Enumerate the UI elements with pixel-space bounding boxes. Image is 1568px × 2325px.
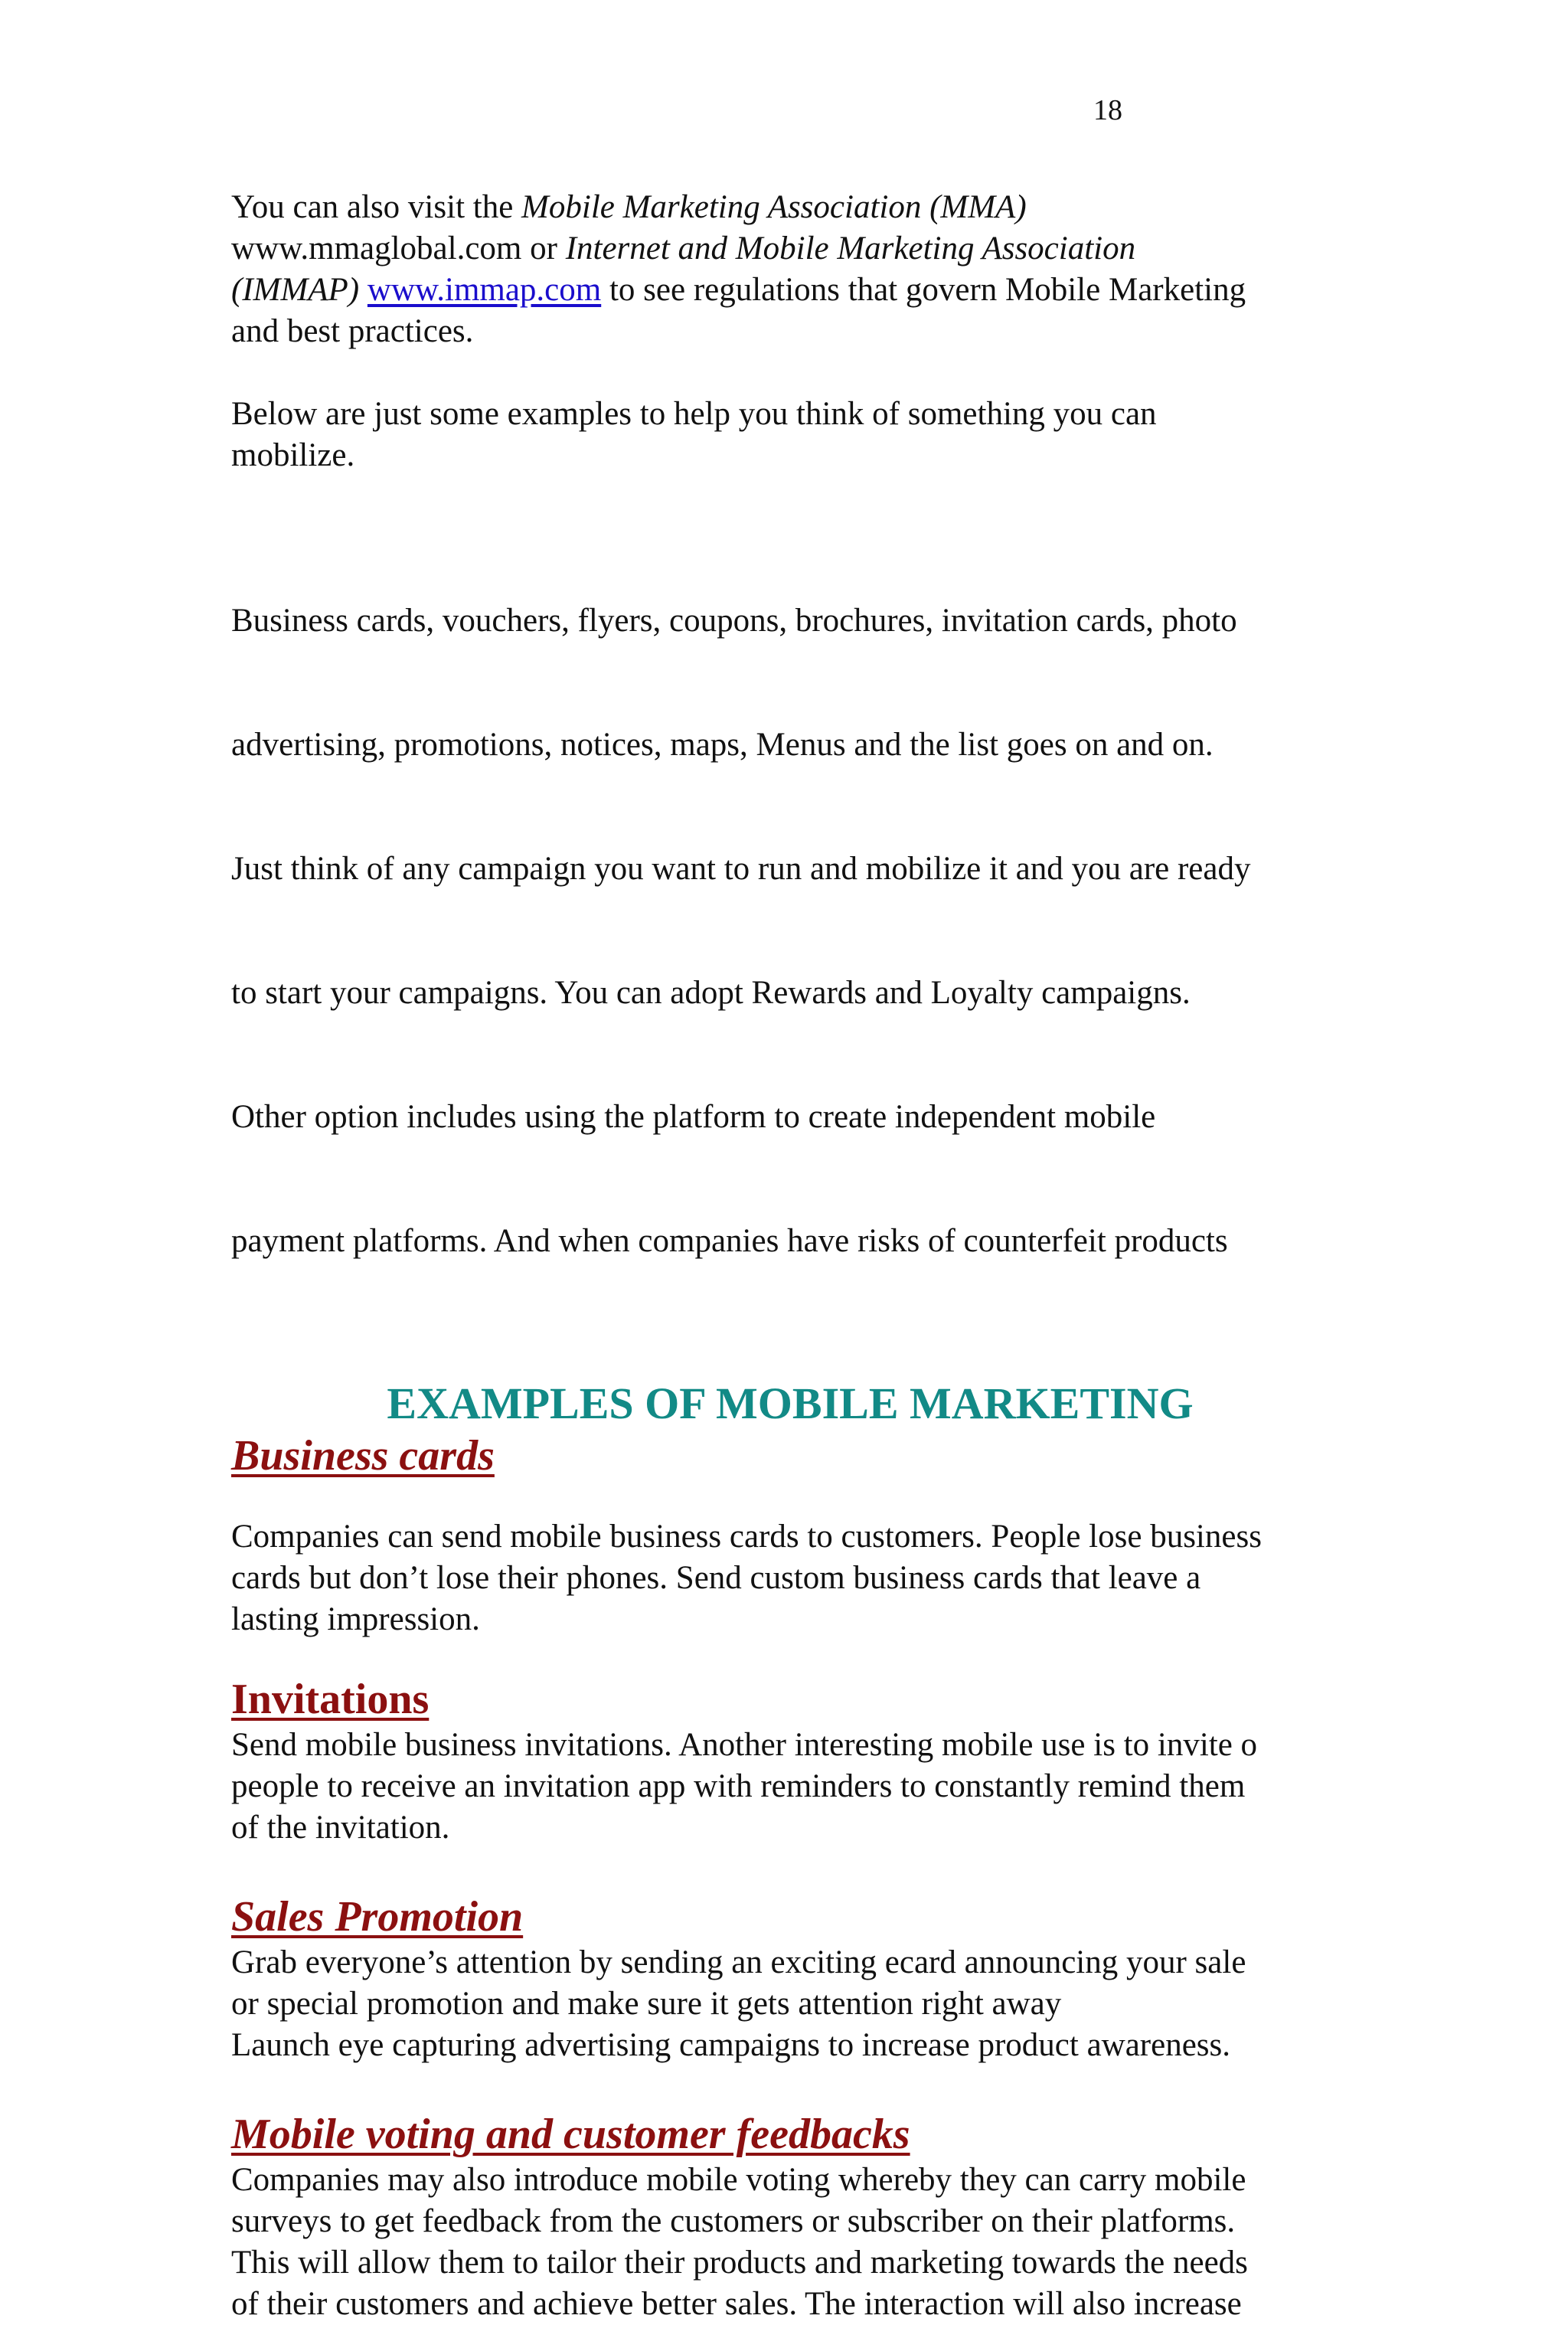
intro-line-4: and best practices. xyxy=(231,313,474,349)
list-line: advertising, promotions, notices, maps, Menus and the list goes on and on. xyxy=(231,727,1214,763)
list-line: to start your campaigns. You can adopt Rewards and Loyalty campaigns. xyxy=(231,975,1191,1011)
invitations-line: Send mobile business invitations. Another interesting mobile use is to invite o xyxy=(231,1727,1258,1763)
page-content xyxy=(231,187,1349,2325)
examples-intro-line-1: Below are just some examples to help you think of something you can xyxy=(231,396,1157,432)
intro-text: to see regulations that govern Mobile Marketing xyxy=(601,272,1246,308)
list-line: Just think of any campaign you want to run and mobilize it and you are ready xyxy=(231,851,1251,887)
sales-promotion-line: Grab everyone’s attention by sending an exciting ecard announcing your sale xyxy=(231,1944,1246,1980)
immap-link[interactable]: www.immap.com xyxy=(367,272,602,308)
section-title: EXAMPLES OF MOBILE MARKETING xyxy=(387,1378,1194,1428)
immap-name: Internet and Mobile Marketing Association xyxy=(565,231,1136,267)
business-cards-line: Companies can send mobile business cards to customers. People lose business xyxy=(231,1519,1262,1555)
page-number: 18 xyxy=(1093,94,1122,126)
intro-text: You can also visit the xyxy=(231,189,522,225)
heading-sales-promotion: Sales Promotion xyxy=(231,1893,524,1941)
list-line: Other option includes using the platform to create independent mobile xyxy=(231,1099,1156,1135)
list-line: payment platforms. And when companies have risks of counterfeit products xyxy=(231,1223,1228,1259)
business-cards-paragraph xyxy=(231,1516,1349,1640)
sales-promotion-line: Launch eye capturing advertising campaigns to increase product awareness. xyxy=(231,2027,1231,2063)
business-cards-line: lasting impression. xyxy=(231,1601,480,1637)
mobile-voting-line: of their customers and achieve better sales. The interaction will also increase xyxy=(231,2286,1242,2322)
mma-website: www.mmaglobal.com or xyxy=(231,231,566,267)
list-line: Business cards, vouchers, flyers, coupons, brochures, invitation cards, photo xyxy=(231,603,1237,639)
heading-mobile-voting: Mobile voting and customer feedbacks xyxy=(231,2111,910,2158)
mma-name: Mobile Marketing Association (MMA) xyxy=(521,189,1027,225)
heading-invitations: Invitations xyxy=(231,1676,430,1723)
examples-intro-paragraph xyxy=(231,394,1349,476)
examples-intro-line-2: mobilize. xyxy=(231,437,355,473)
mobile-voting-line: This will allow them to tailor their products and marketing towards the needs xyxy=(231,2245,1248,2281)
mobile-voting-line: Companies may also introduce mobile voting whereby they can carry mobile xyxy=(231,2162,1246,2198)
list-paragraph xyxy=(231,518,1349,1345)
mobile-voting-paragraph xyxy=(231,2160,1349,2325)
business-cards-line: cards but don’t lose their phones. Send custom business cards that leave a xyxy=(231,1560,1201,1596)
intro-paragraph xyxy=(231,187,1349,352)
sales-promotion-paragraph xyxy=(231,1942,1349,2066)
invitations-line: people to receive an invitation app with reminders to constantly remind them xyxy=(231,1768,1246,1804)
invitations-paragraph xyxy=(231,1725,1349,1849)
sales-promotion-line: or special promotion and make sure it gets attention right away xyxy=(231,1986,1062,2022)
heading-business-cards: Business cards xyxy=(231,1432,495,1480)
mobile-voting-line: surveys to get feedback from the customers or subscriber on their platforms. xyxy=(231,2203,1236,2239)
intro-line-2 xyxy=(231,228,1349,270)
intro-line-1 xyxy=(231,187,1349,228)
intro-line-3 xyxy=(231,270,1349,311)
invitations-line: of the invitation. xyxy=(231,1810,450,1846)
immap-acronym: (IMMAP) xyxy=(231,272,360,308)
